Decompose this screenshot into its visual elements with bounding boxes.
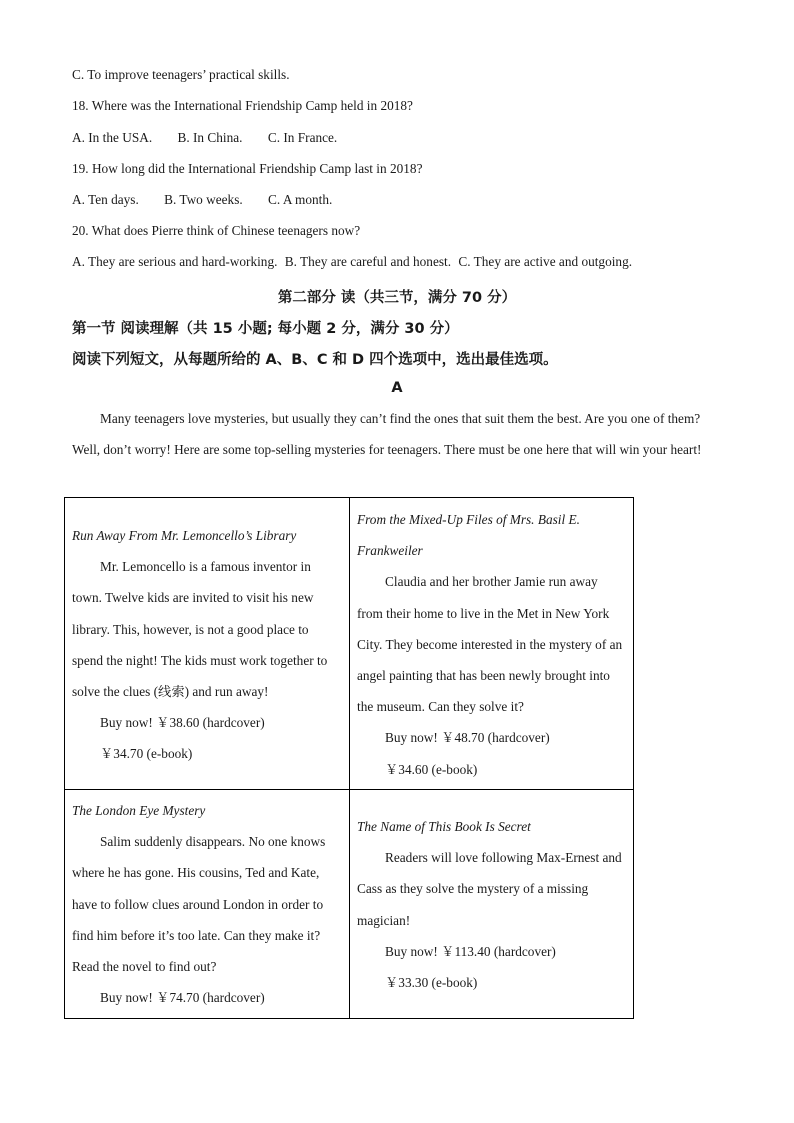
- book-cell: [72, 795, 340, 1013]
- book-cell: [357, 811, 625, 998]
- price-hardcover: Buy now! ￥38.60 (hardcover): [100, 715, 265, 731]
- book-cell: [357, 504, 625, 785]
- book-title: The Name of This Book Is Secret: [357, 819, 531, 834]
- q18-option-b: B. In China.: [177, 130, 243, 145]
- price-hardcover: Buy now! ￥74.70 (hardcover): [100, 990, 265, 1006]
- price-ebook: ￥34.60 (e-book): [385, 761, 478, 777]
- q19-question: 19. How long did the International Friendship Camp last in 2018?: [72, 161, 423, 176]
- subsection-title: 第一节 阅读理解（共 15 小题; 每小题 2 分，满分 30 分）: [72, 321, 459, 337]
- q19-option-b: B. Two weeks.: [164, 192, 243, 207]
- passage-label: A: [391, 380, 403, 396]
- table-divider-vertical: [349, 498, 350, 1018]
- price-hardcover: Buy now! ￥48.70 (hardcover): [385, 730, 550, 746]
- q19-options: [72, 192, 332, 208]
- passage-intro: Many teenagers love mysteries, but usually they can’t find the ones that suit them the best. Are you one of them? Well, don’t worry! Here are some top-selling mysteries for teenagers. There must be one here that will win your heart!: [72, 411, 702, 458]
- q18-question: 18. Where was the International Friendship Camp held in 2018?: [72, 98, 413, 113]
- book-title: Run Away From Mr. Lemoncello’s Library: [72, 528, 297, 543]
- q18-option-c: C. In France.: [267, 130, 338, 145]
- q20-option-b: B. They are careful and honest.: [284, 254, 452, 269]
- book-description: Salim suddenly disappears. No one knows where he has gone. His cousins, Ted and Kate, have to follow clues around London in order to find him before it’s too late. Can they make it? Read the novel to find out?: [72, 834, 326, 975]
- book-description: Claudia and her brother Jamie run away from their home to live in the Met in New York City. They become interested in the mystery of an angel painting that has been newly brought into the museum. Can they solve it?: [357, 574, 623, 715]
- book-title: From the Mixed-Up Files of Mrs. Basil E. Frankweiler: [357, 512, 580, 559]
- q20-options: [72, 254, 632, 270]
- book-table: [64, 497, 634, 1019]
- q18-options: [72, 130, 337, 146]
- q19-option-c: C. A month.: [268, 192, 333, 207]
- price-ebook: ￥33.30 (e-book): [385, 975, 478, 991]
- q17-option-c: C. To improve teenagers’ practical skills.: [72, 67, 290, 82]
- q20-option-a: A. They are serious and hard-working.: [72, 254, 278, 269]
- table-divider-horizontal: [65, 789, 633, 790]
- instruction: 阅读下列短文，从每题所给的 A、B、C 和 D 四个选项中，选出最佳选项。: [72, 352, 558, 368]
- q18-option-a: A. In the USA.: [72, 130, 153, 145]
- q20-option-c: C. They are active and outgoing.: [458, 254, 633, 269]
- price-hardcover: Buy now! ￥113.40 (hardcover): [385, 943, 556, 959]
- q20-question: 20. What does Pierre think of Chinese teenagers now?: [72, 223, 361, 238]
- book-cell: [72, 520, 340, 770]
- book-description: Mr. Lemoncello is a famous inventor in town. Twelve kids are invited to visit his new library. This, however, is not a good place to spend the night! The kids must work together to solve the clues (线索) and run away!: [72, 559, 328, 700]
- q19-option-a: A. Ten days.: [72, 192, 139, 207]
- book-title: The London Eye Mystery: [72, 803, 206, 818]
- book-description: Readers will love following Max-Ernest and Cass as they solve the mystery of a missing magician!: [357, 850, 622, 928]
- part-title: 第二部分 读（共三节，满分 70 分）: [277, 290, 517, 306]
- price-ebook: ￥34.70 (e-book): [100, 746, 193, 762]
